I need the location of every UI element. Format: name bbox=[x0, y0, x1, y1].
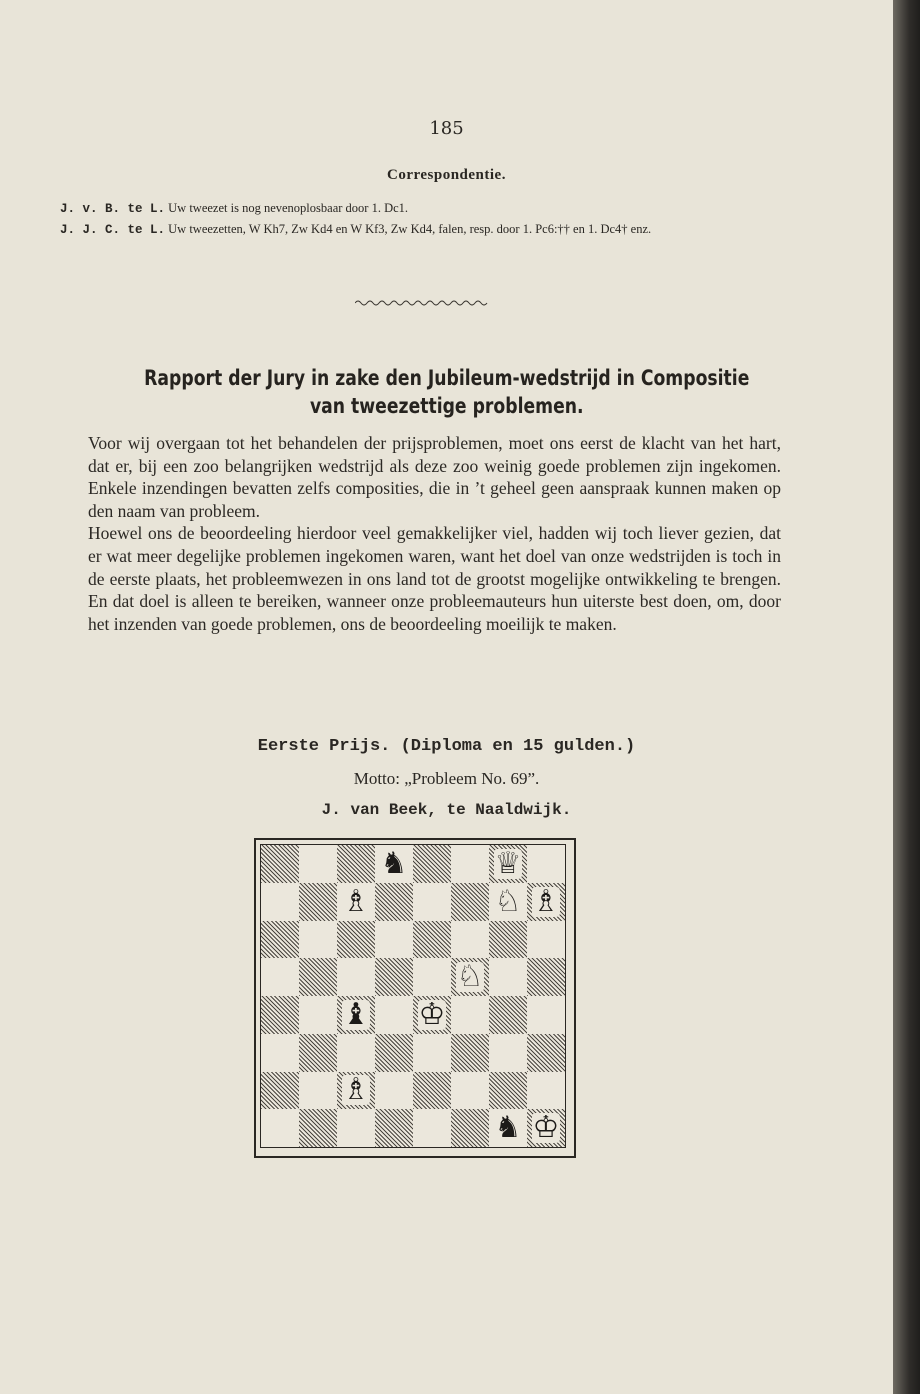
board-square bbox=[375, 883, 413, 921]
board-square bbox=[451, 845, 489, 883]
board-square bbox=[527, 921, 565, 959]
board-square bbox=[527, 1072, 565, 1110]
board-square bbox=[337, 1034, 375, 1072]
board-square bbox=[451, 1072, 489, 1110]
board-square bbox=[413, 958, 451, 996]
board-square bbox=[451, 921, 489, 959]
board-square bbox=[337, 1072, 375, 1110]
board-square bbox=[413, 1072, 451, 1110]
page-number: 185 bbox=[429, 118, 464, 139]
board-square bbox=[299, 1072, 337, 1110]
report-title-line: van tweezettige problemen. bbox=[309, 394, 584, 418]
board-square bbox=[375, 1034, 413, 1072]
board-square bbox=[375, 1072, 413, 1110]
black-bishop-icon: ♝ bbox=[342, 996, 370, 1032]
section-title: Correspondentie. bbox=[387, 167, 506, 183]
board-square bbox=[527, 845, 565, 883]
board-square bbox=[337, 996, 375, 1034]
board-square bbox=[451, 883, 489, 921]
prize-heading: Eerste Prijs. (Diploma en 15 gulden.) bbox=[257, 737, 636, 756]
board-square bbox=[527, 1034, 565, 1072]
board-square bbox=[451, 1109, 489, 1147]
board-square bbox=[261, 996, 299, 1034]
board-square bbox=[299, 1109, 337, 1147]
correspondence-entry bbox=[60, 200, 788, 218]
board-square bbox=[375, 921, 413, 959]
board-square bbox=[261, 921, 299, 959]
board-square bbox=[527, 1109, 565, 1147]
chess-diagram bbox=[254, 838, 576, 1158]
board-square bbox=[299, 845, 337, 883]
motto: Motto: „Probleem No. 69”. bbox=[353, 769, 540, 788]
board-square bbox=[337, 1109, 375, 1147]
report-title bbox=[81, 364, 813, 420]
white-knight-icon: ♘ bbox=[456, 959, 484, 995]
white-bishop-icon: ♗ bbox=[342, 883, 370, 919]
correspondence-entry bbox=[60, 221, 788, 239]
board-square bbox=[489, 1072, 527, 1110]
board-square bbox=[489, 958, 527, 996]
black-knight-icon: ♞ bbox=[380, 845, 408, 881]
report-title-line: Rapport der Jury in zake den Jubileum-wedstrijd in Compositie bbox=[144, 366, 750, 390]
correspondence-name: J. J. C. te L. bbox=[60, 223, 166, 237]
board-square bbox=[413, 883, 451, 921]
white-bishop-icon: ♗ bbox=[532, 883, 560, 919]
wavy-divider bbox=[355, 298, 489, 308]
board-square bbox=[375, 996, 413, 1034]
paragraph: Hoewel ons de beoordeeling hierdoor veel gemakkelijker viel, hadden wij toch liever gezien, dat er wat meer degelijke problemen ingekomen waren, want het doel van onze wedstrijden is toch in de eerste plaats, het probleemwezen in ons land tot de grootst mogelijke ontwikkeling te brengen. En dat doel is alleen te bereiken, wanneer onze probleemauteurs hun uiterste best doen, om, door het inzenden van goede problemen, ons de beoordeeling moeilijk te maken. bbox=[88, 523, 781, 634]
board-square bbox=[299, 1034, 337, 1072]
board-square bbox=[261, 1034, 299, 1072]
board-square bbox=[261, 958, 299, 996]
author: J. van Beek, te Naaldwijk. bbox=[321, 801, 572, 819]
white-queen-icon: ♕ bbox=[494, 845, 522, 881]
board-square bbox=[489, 1109, 527, 1147]
board-square bbox=[299, 921, 337, 959]
board-square bbox=[261, 845, 299, 883]
board-square bbox=[451, 1034, 489, 1072]
white-bishop-icon: ♗ bbox=[342, 1072, 370, 1108]
board-square bbox=[489, 1034, 527, 1072]
page-edge bbox=[893, 0, 920, 1394]
correspondence-text: Uw tweezet is nog nevenoplosbaar door 1. Dc1. bbox=[168, 201, 409, 215]
correspondence-name: J. v. B. te L. bbox=[60, 202, 166, 216]
correspondence-text: Uw tweezetten, W Kh7, Zw Kd4 en W Kf3, Zw Kd4, falen, resp. door 1. Pc6:†† en 1. Dc4† enz. bbox=[168, 222, 652, 236]
board-square bbox=[413, 921, 451, 959]
board-square bbox=[299, 958, 337, 996]
board-square bbox=[337, 845, 375, 883]
board-square bbox=[337, 921, 375, 959]
board-square bbox=[489, 845, 527, 883]
board-square bbox=[527, 883, 565, 921]
board-square bbox=[527, 958, 565, 996]
board-square bbox=[299, 883, 337, 921]
white-king-icon: ♔ bbox=[418, 996, 446, 1032]
board-square bbox=[489, 921, 527, 959]
board-square bbox=[375, 845, 413, 883]
board-square bbox=[337, 883, 375, 921]
board-square bbox=[337, 958, 375, 996]
board-square bbox=[375, 958, 413, 996]
black-knight-icon: ♞ bbox=[494, 1110, 522, 1146]
white-knight-icon: ♘ bbox=[494, 883, 522, 919]
board-square bbox=[261, 1109, 299, 1147]
board-square bbox=[489, 996, 527, 1034]
board-square bbox=[375, 1109, 413, 1147]
board-square bbox=[413, 1034, 451, 1072]
board-square bbox=[261, 883, 299, 921]
board-square bbox=[261, 1072, 299, 1110]
board-square bbox=[413, 996, 451, 1034]
body-text bbox=[88, 432, 781, 635]
board-square bbox=[489, 883, 527, 921]
board-square bbox=[413, 845, 451, 883]
paragraph: Voor wij overgaan tot het behandelen der prijsproblemen, moet ons eerst de klacht van het hart, dat er, bij een zoo belangrijken wedstrijd als deze zoo weinig goede problemen zijn ingekomen. Enkele inzendingen bevatten zelfs composities, die in ’t geheel geen aanspraak kunnen maken op den naam van probleem. bbox=[88, 433, 781, 521]
chess-board bbox=[260, 844, 566, 1148]
white-king-icon: ♔ bbox=[532, 1110, 560, 1146]
board-square bbox=[527, 996, 565, 1034]
board-square bbox=[299, 996, 337, 1034]
board-square bbox=[451, 996, 489, 1034]
board-square bbox=[451, 958, 489, 996]
board-square bbox=[413, 1109, 451, 1147]
